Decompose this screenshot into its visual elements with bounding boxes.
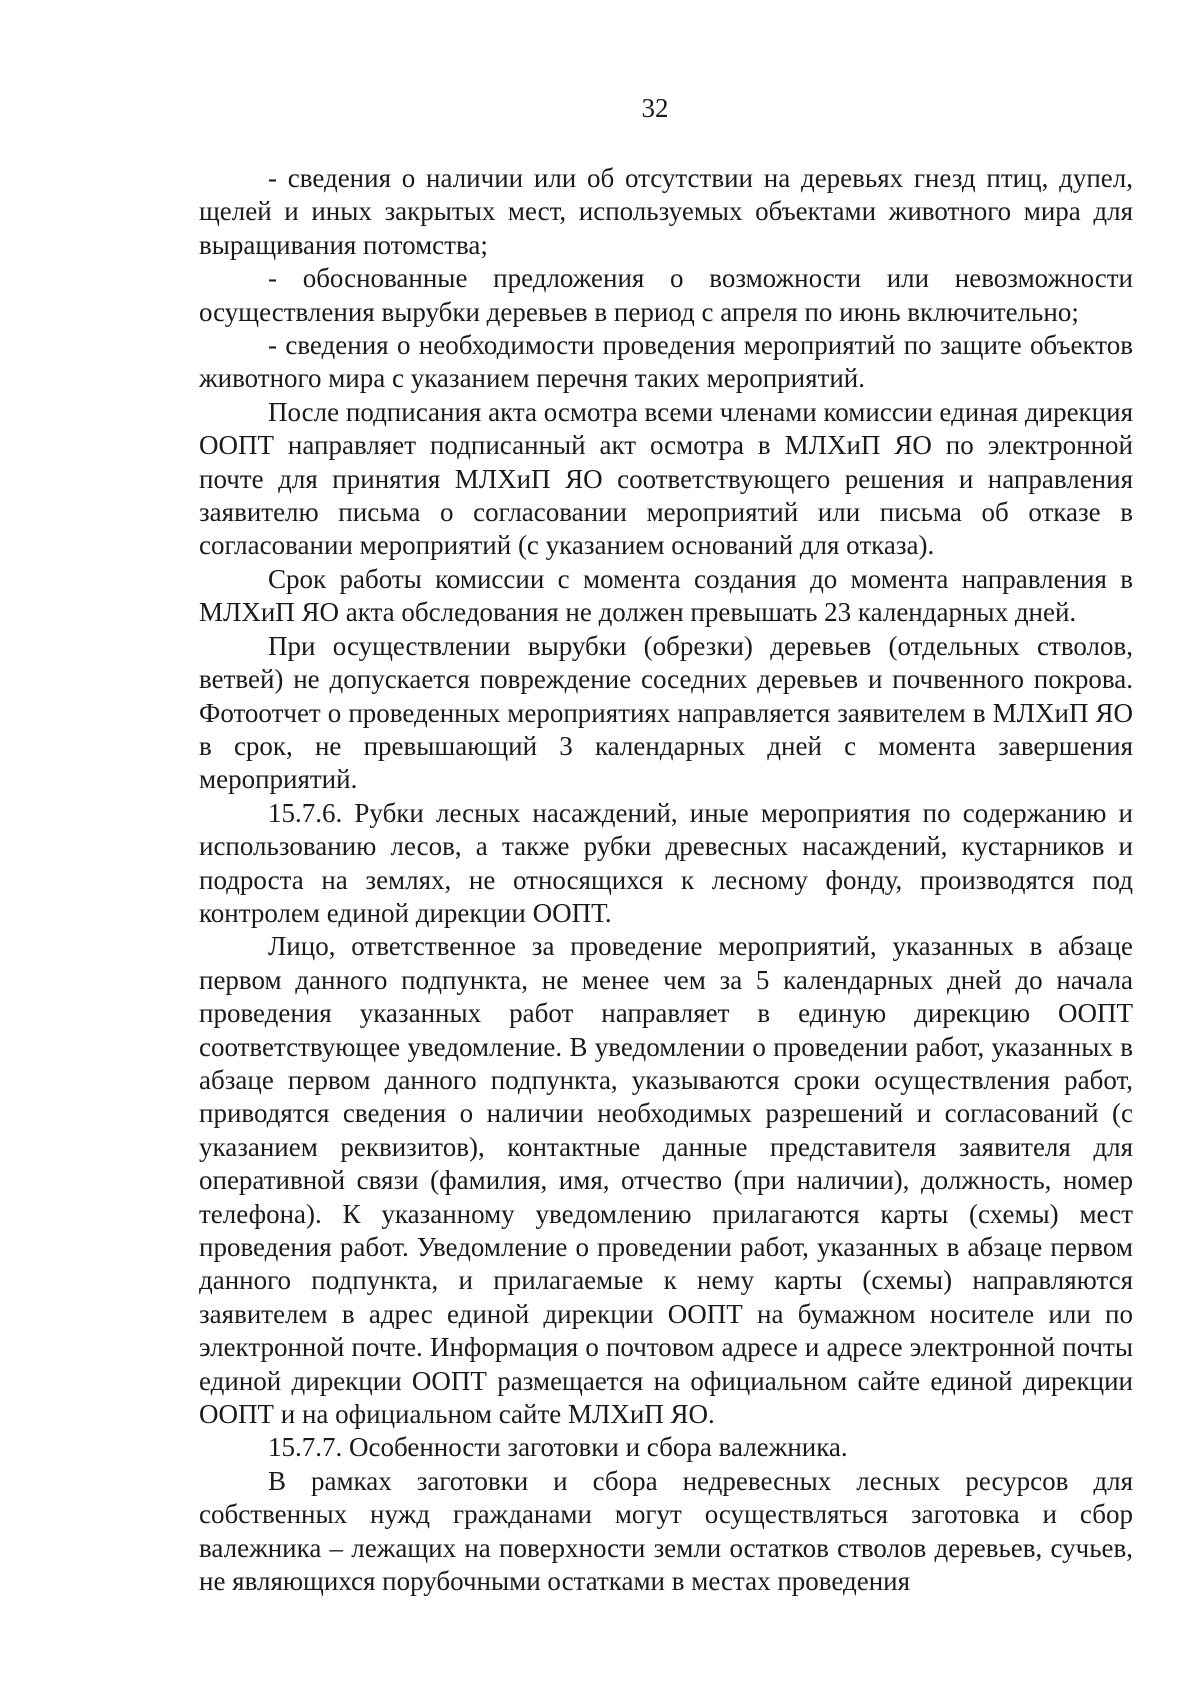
paragraph-felling-proposals: - обоснованные предложения о возможности или невозможности осуществления вырубки деревьев в период с апреля по июнь включительно; (199, 263, 1133, 327)
paragraph-notification: Лицо, ответственное за проведение мероприятий, указанных в абзаце первом данного подпункта, не менее чем за 5 календарных дней до начала проведения указанных работ направляет в единую дирекцию ООПТ соответствующее уведомление. В уведомлении о проведении работ, указанных в абзаце первом данного подпункта, указываются сроки осуществления работ, приводятся сведения о наличии необходимых разрешений и согласований (с указанием реквизитов), контактные данные представителя заявителя для оперативной связи (фамилия, имя, отчество (при наличии), должность, номер телефона). К указанному уведомлению прилагаются карты (схемы) мест проведения работ. Уведомление о проведении работ, указанных в абзаце первом данного подпункта, и прилагаемые к нему карты (схемы) направляются заявителем в адрес единой дирекции ООПТ на бумажном носителе или по электронной почте. Информация о почтовом адресе и адресе электронной почты единой дирекции ООПТ размещается на официальном сайте единой дирекции ООПТ и на официальном сайте МЛХиП ЯО. (199, 931, 1133, 1430)
paragraph-felling-rules: При осуществлении вырубки (обрезки) деревьев (отдельных стволов, ветвей) не допускается повреждение соседних деревьев и почвенного покрова. Фотоотчет о проведенных мероприятиях направляется заявителем в МЛХиП ЯО в срок, не превышающий 3 календарных дней с момента завершения мероприятий. (199, 630, 1133, 795)
paragraph-commission-term: Срок работы комиссии с момента создания до момента направления в МЛХиП ЯО акта обследования не должен превышать 23 календарных дней. (199, 563, 1133, 628)
paragraph-inspection-act: После подписания акта осмотра всеми членами комиссии единая дирекция ООПТ направляет подписанный акт осмотра в МЛХиП ЯО по электронной почте для принятия МЛХиП ЯО соответствующего решения и направления заявителю письма о согласовании мероприятий или письма об отказе в согласовании мероприятий (с указанием оснований для отказа). (199, 396, 1133, 561)
paragraph-deadwood: В рамках заготовки и сбора недревесных лесных ресурсов для собственных нужд гражданами могут осуществляться заготовка и сбор валежника – лежащих на поверхности земли остатков стволов деревьев, сучьев, не являющихся порубочными остатками в местах проведения (199, 1465, 1133, 1597)
paragraph-section-15-7-7: 15.7.7. Особенности заготовки и сбора валежника. (268, 1432, 848, 1463)
document-body (199, 162, 1133, 1598)
paragraph-bird-nests: - сведения о наличии или об отсутствии на деревьях гнезд птиц, дупел, щелей и иных закрытых мест, используемых объектами животного мира для выращивания потомства; (199, 163, 1133, 260)
paragraph-section-15-7-6: 15.7.6. Рубки лесных насаждений, иные мероприятия по содержанию и использованию лесов, а также рубки древесных насаждений, кустарников и подроста на землях, не относящихся к лесному фонду, производятся под контролем единой дирекции ООПТ. (199, 797, 1133, 928)
paragraph-protection-measures: - сведения о необходимости проведения мероприятий по защите объектов животного мира с указанием перечня таких мероприятий. (199, 330, 1133, 394)
page-number: 32 (641, 93, 669, 123)
